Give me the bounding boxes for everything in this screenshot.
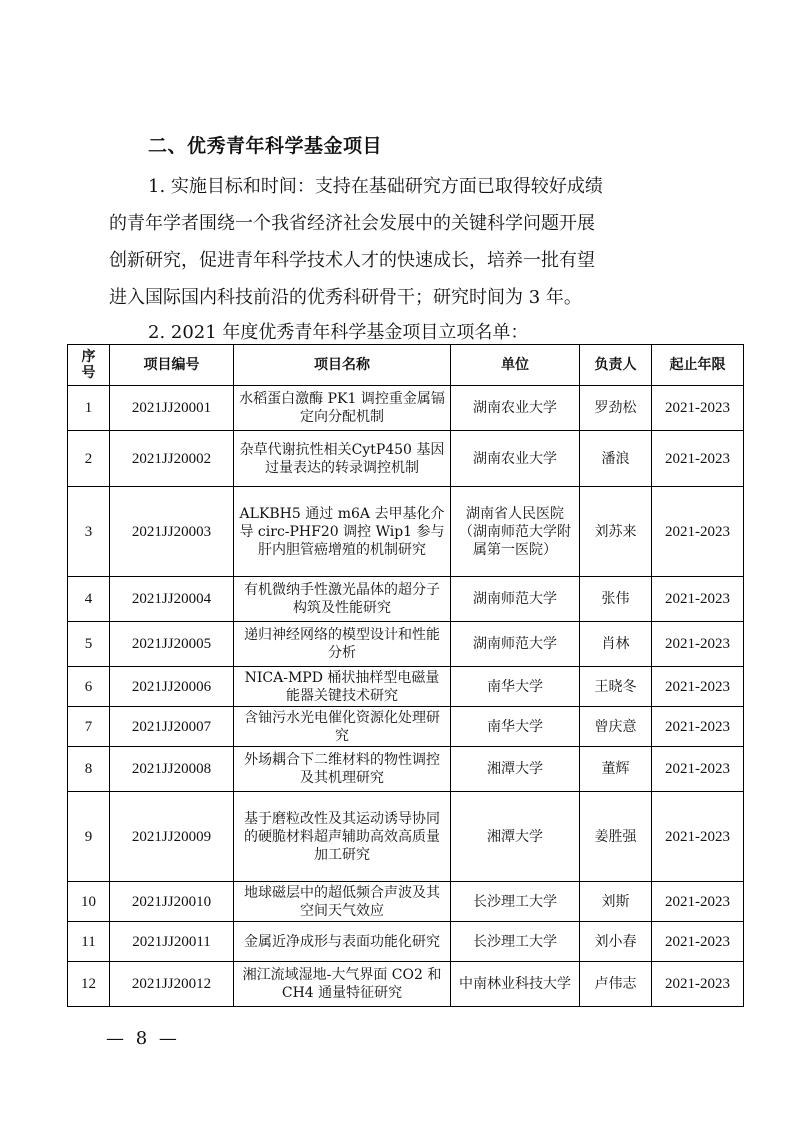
cell-seq: 8 [68, 747, 110, 792]
table-row [68, 431, 744, 487]
cell-leader: 刘斯 [580, 882, 652, 922]
cell-unit: 南华大学 [451, 667, 580, 707]
cell-project-name: 杂草代谢抗性相关CytP450 基因过量表达的转录调控机制 [234, 431, 451, 487]
cell-seq: 12 [68, 962, 110, 1007]
cell-code: 2021JJ20010 [110, 882, 234, 922]
cell-leader: 董辉 [580, 747, 652, 792]
cell-period: 2021-2023 [652, 667, 744, 707]
paragraph-line: 创新研究，促进青年科学技术人才的快速成长，培养一批有望 [109, 250, 595, 271]
cell-unit: 湖南农业大学 [451, 386, 580, 431]
cell-leader: 王晓冬 [580, 667, 652, 707]
page-number: — 8 — [106, 1028, 180, 1049]
cell-unit: 湖南农业大学 [451, 431, 580, 487]
cell-project-name: 含铀污水光电催化资源化处理研究 [234, 707, 451, 747]
cell-seq: 3 [68, 487, 110, 577]
intro-paragraph [109, 168, 693, 316]
column-header-period: 起止年限 [652, 345, 744, 386]
cell-seq: 4 [68, 577, 110, 622]
cell-code: 2021JJ20006 [110, 667, 234, 707]
cell-project-name: 有机微纳手性激光晶体的超分子构筑及性能研究 [234, 577, 451, 622]
cell-project-name: 湘江流域湿地-大气界面 CO2 和 CH4 通量特征研究 [234, 962, 451, 1007]
cell-code: 2021JJ20012 [110, 962, 234, 1007]
cell-unit: 长沙理工大学 [451, 882, 580, 922]
paragraph-line: 1. 实施目标和时间：支持在基础研究方面已取得较好成绩 [148, 176, 603, 197]
cell-project-name: 基于磨粒改性及其运动诱导协同的硬脆材料超声辅助高效高质量加工研究 [234, 792, 451, 882]
table-row [68, 922, 744, 962]
cell-period: 2021-2023 [652, 882, 744, 922]
table-row [68, 962, 744, 1007]
cell-seq: 7 [68, 707, 110, 747]
project-table [67, 344, 744, 1007]
cell-period: 2021-2023 [652, 707, 744, 747]
cell-period: 2021-2023 [652, 577, 744, 622]
cell-code: 2021JJ20002 [110, 431, 234, 487]
table-header-row [68, 345, 744, 386]
cell-unit: 中南林业科技大学 [451, 962, 580, 1007]
cell-project-name: 外场耦合下二维材料的物性调控及其机理研究 [234, 747, 451, 792]
cell-leader: 刘苏来 [580, 487, 652, 577]
cell-period: 2021-2023 [652, 622, 744, 667]
paragraph-line: 进入国际国内科技前沿的优秀科研骨干；研究时间为 3 年。 [109, 287, 582, 308]
cell-project-name: 地球磁层中的超低频合声波及其空间天气效应 [234, 882, 451, 922]
cell-seq: 10 [68, 882, 110, 922]
cell-period: 2021-2023 [652, 792, 744, 882]
column-header-unit: 单位 [451, 345, 580, 386]
cell-project-name: NICA-MPD 桶状抽样型电磁量能器关键技术研究 [234, 667, 451, 707]
cell-code: 2021JJ20003 [110, 487, 234, 577]
cell-code: 2021JJ20009 [110, 792, 234, 882]
column-header-name: 项目名称 [234, 345, 451, 386]
cell-unit: 湖南师范大学 [451, 577, 580, 622]
table-row [68, 707, 744, 747]
cell-leader: 肖林 [580, 622, 652, 667]
table-row [68, 747, 744, 792]
cell-project-name: 水稻蛋白激酶 PK1 调控重金属镉定向分配机制 [234, 386, 451, 431]
cell-code: 2021JJ20008 [110, 747, 234, 792]
cell-leader: 潘浪 [580, 431, 652, 487]
paragraph-line: 的青年学者围绕一个我省经济社会发展中的关键科学问题开展 [109, 213, 595, 234]
table-row [68, 622, 744, 667]
cell-code: 2021JJ20004 [110, 577, 234, 622]
column-header-leader: 负责人 [580, 345, 652, 386]
cell-seq: 11 [68, 922, 110, 962]
cell-seq: 1 [68, 386, 110, 431]
cell-seq: 9 [68, 792, 110, 882]
cell-unit: 湘潭大学 [451, 747, 580, 792]
cell-leader: 卢伟志 [580, 962, 652, 1007]
cell-period: 2021-2023 [652, 962, 744, 1007]
cell-period: 2021-2023 [652, 922, 744, 962]
section-heading: 二、优秀青年科学基金项目 [148, 135, 383, 157]
cell-code: 2021JJ20001 [110, 386, 234, 431]
cell-unit: 湖南省人民医院（湖南师范大学附属第一医院） [451, 487, 580, 577]
table-row [68, 386, 744, 431]
cell-code: 2021JJ20007 [110, 707, 234, 747]
table-row [68, 667, 744, 707]
cell-code: 2021JJ20011 [110, 922, 234, 962]
cell-unit: 南华大学 [451, 707, 580, 747]
list-title: 2. 2021 年度优秀青年科学基金项目立项名单： [148, 322, 529, 343]
cell-seq: 5 [68, 622, 110, 667]
cell-seq: 6 [68, 667, 110, 707]
cell-code: 2021JJ20005 [110, 622, 234, 667]
column-header-code: 项目编号 [110, 345, 234, 386]
table-row [68, 577, 744, 622]
cell-unit: 湖南师范大学 [451, 622, 580, 667]
table-row [68, 792, 744, 882]
cell-unit: 湘潭大学 [451, 792, 580, 882]
cell-seq: 2 [68, 431, 110, 487]
cell-project-name: ALKBH5 通过 m6A 去甲基化介导 circ-PHF20 调控 Wip1 参与肝内胆管癌增殖的机制研究 [234, 487, 451, 577]
cell-leader: 罗劲松 [580, 386, 652, 431]
table-row [68, 882, 744, 922]
cell-leader: 张伟 [580, 577, 652, 622]
cell-period: 2021-2023 [652, 431, 744, 487]
cell-period: 2021-2023 [652, 487, 744, 577]
cell-period: 2021-2023 [652, 386, 744, 431]
cell-project-name: 金属近净成形与表面功能化研究 [234, 922, 451, 962]
cell-period: 2021-2023 [652, 747, 744, 792]
table-row [68, 487, 744, 577]
cell-leader: 姜胜强 [580, 792, 652, 882]
cell-leader: 刘小春 [580, 922, 652, 962]
cell-leader: 曾庆意 [580, 707, 652, 747]
cell-unit: 长沙理工大学 [451, 922, 580, 962]
column-header-seq: 序号 [68, 345, 110, 386]
cell-project-name: 递归神经网络的模型设计和性能分析 [234, 622, 451, 667]
